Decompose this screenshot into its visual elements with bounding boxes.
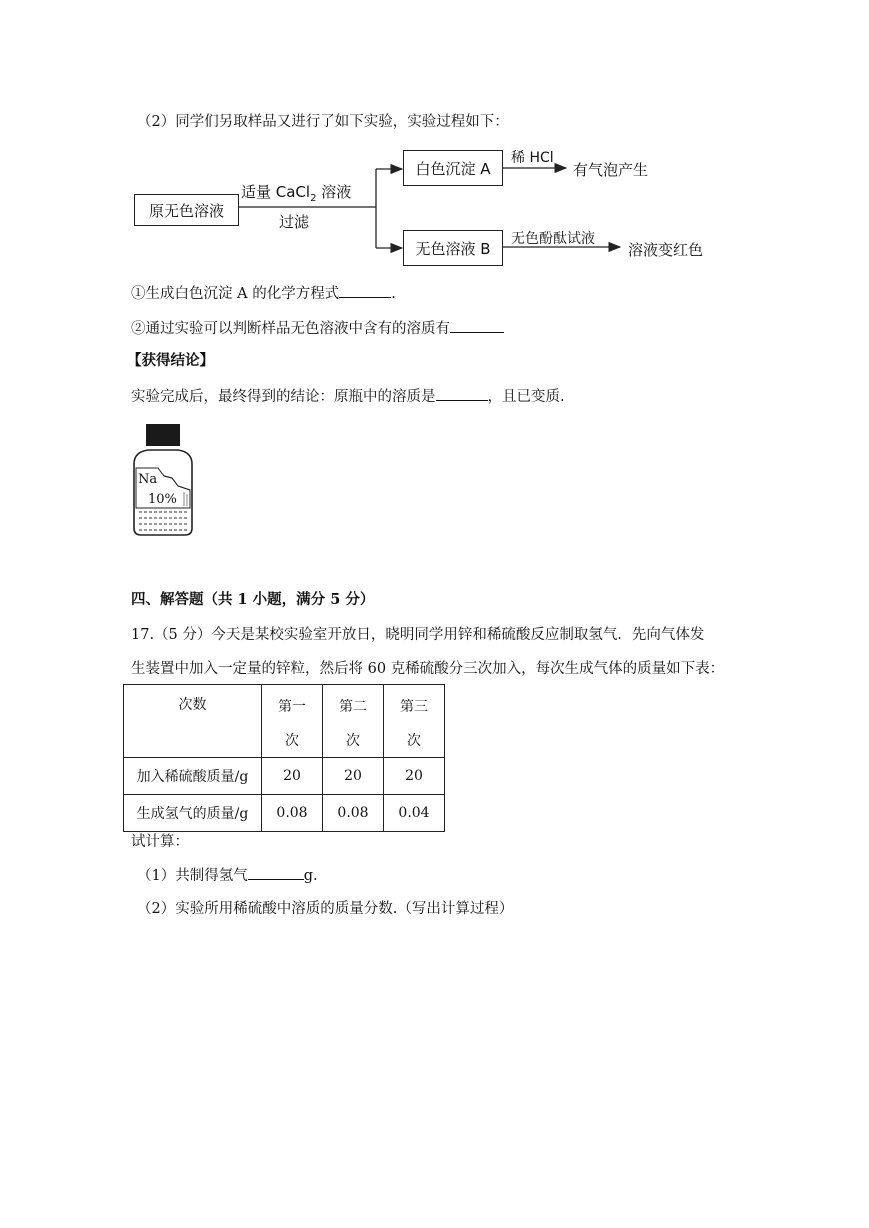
bottle-cap	[146, 424, 180, 446]
table-header-row	[124, 685, 445, 758]
conclusion-text: 实验完成后，最终得到的结论：原瓶中的溶质是 ，且已变质.	[131, 386, 565, 407]
filter-label: 过滤	[279, 213, 310, 231]
table-row-label: 加入稀硫酸质量/g	[124, 758, 262, 795]
bottle-label-percent: 10%	[148, 492, 177, 507]
part2-intro: （2）同学们另取样品又进行了如下实验，实验过程如下：	[137, 114, 509, 130]
table-header-col-3: 第三 次	[384, 685, 445, 758]
bottle-label-na: Na	[138, 472, 158, 487]
question-2: ②通过实验可以判断样品无色溶液中含有的溶质有	[131, 318, 504, 339]
answer-blank-4[interactable]	[248, 865, 304, 880]
dilute-hcl-label: 稀 HCl	[511, 150, 554, 166]
table-row	[124, 795, 445, 832]
table-cell: 0.04	[384, 795, 445, 832]
answer-blank-3[interactable]	[436, 386, 488, 401]
table-row-label: 生成氢气的质量/g	[124, 795, 262, 832]
table-header-col-1: 第一 次	[262, 685, 323, 758]
calc-question-1: （1）共制得氢气 g.	[137, 865, 318, 886]
phenolphthalein-label: 无色酚酞试液	[511, 231, 595, 247]
table-cell: 0.08	[262, 795, 323, 832]
data-table	[123, 684, 445, 832]
q17-line-2: 生装置中加入一定量的锌粒，然后将 60 克稀硫酸分三次加入，每次生成气体的质量如下表：	[131, 661, 725, 677]
calc-question-2: （2）实验所用稀硫酸中溶质的质量分数.（写出计算过程）	[137, 901, 514, 917]
table-row	[124, 758, 445, 795]
table-header-label: 次数	[124, 685, 262, 758]
reagent-cacl2-label: 适量 CaCl$_2$ 溶液	[241, 183, 352, 204]
result-bubbles: 有气泡产生	[573, 161, 649, 179]
answer-blank-2[interactable]	[450, 318, 504, 333]
result-turns-red: 溶液变红色	[628, 241, 704, 259]
answer-blank-1[interactable]	[339, 283, 391, 298]
table-cell: 20	[323, 758, 384, 795]
conclusion-heading: 【获得结论】	[127, 352, 214, 369]
table-cell: 0.08	[323, 795, 384, 832]
section-4-heading: 四、解答题（共 1 小题，满分 5 分）	[131, 591, 375, 608]
white-precipitate-a-box: 白色沉淀 A	[403, 150, 503, 186]
calc-heading: 试计算：	[131, 834, 189, 850]
table-cell: 20	[262, 758, 323, 795]
colorless-solution-b-box: 无色溶液 B	[403, 230, 503, 266]
question-1: ①生成白色沉淀 A 的化学方程式 .	[131, 283, 396, 304]
table-cell: 20	[384, 758, 445, 795]
source-solution-box: 原无色溶液	[134, 194, 239, 226]
q17-line-1: 17.（5 分）今天是某校实验室开放日，晓明同学用锌和稀硫酸反应制取氢气．先向气体发	[131, 627, 705, 643]
table-header-col-2: 第二 次	[323, 685, 384, 758]
